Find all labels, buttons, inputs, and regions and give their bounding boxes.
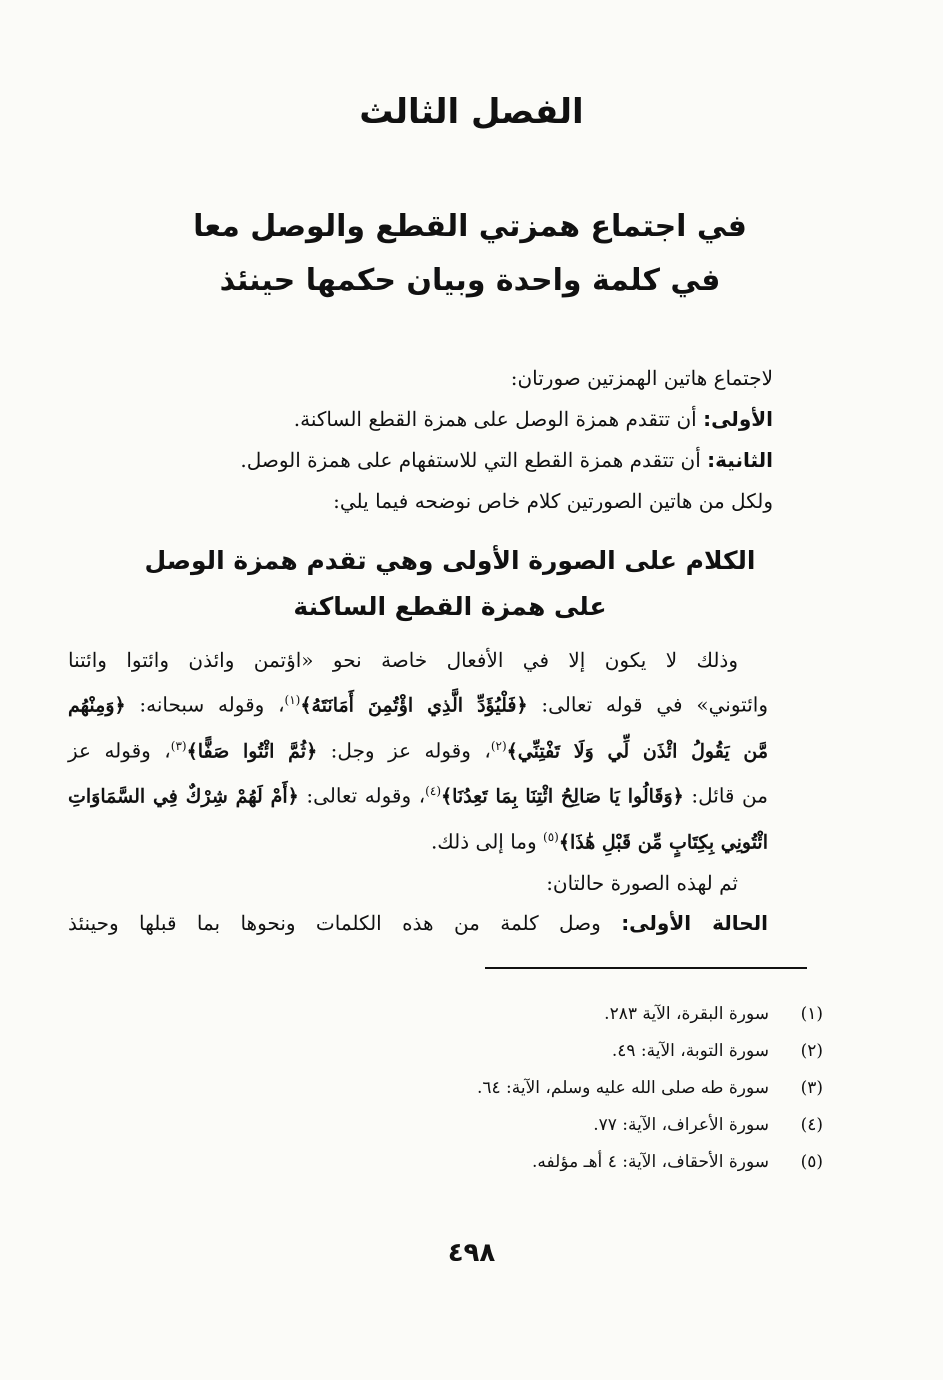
footnote-text: سورة طه صلى الله عليه وسلم، الآية: ٦٤. [476, 1078, 769, 1098]
quran-verse: ﴿فَلْيُؤَدِّ الَّذِي اؤْتُمِنَ أَمَانَتَهُ﴾ [300, 694, 528, 717]
chapter-label: الفصل الثالث [359, 92, 584, 132]
footnote-ref: (٤) [425, 784, 441, 799]
footnote-number: (٤) [800, 1115, 823, 1135]
case-label: الحالة الأولى: [621, 910, 768, 935]
paragraph-line [68, 726, 768, 772]
paragraph-text: ، وقوله عز [68, 738, 171, 763]
paragraph-text: وائتوني» في قوله تعالى: [527, 692, 768, 717]
chapter-title [120, 200, 820, 308]
section-heading-line-1: الكلام على الصورة الأولى وهي تقدم همزة الوصل [144, 546, 756, 575]
section-heading-line-2: على همزة القطع الساكنة [293, 592, 607, 621]
first-case-text: أن تتقدم همزة الوصل على همزة القطع الساكنة. [293, 407, 704, 431]
quran-verse: ﴿أَمْ لَهُمْ شِرْكٌ فِي السَّمَاوَاتِ [68, 785, 299, 808]
intro-second-case [123, 440, 773, 481]
second-case-text: أن تتقدم همزة القطع التي للاستفهام على همزة الوصل. [240, 448, 708, 472]
paragraph-text: ، وقوله عز وجل: [317, 738, 491, 763]
paragraph-line [68, 903, 768, 943]
paragraph-text: وما إلى ذلك. [430, 829, 544, 854]
intro-first-case [123, 399, 773, 440]
paragraph-text: ، وقوله تعالى: [298, 783, 426, 808]
footnote-ref: (٢) [490, 738, 507, 753]
footnote-number: (٣) [800, 1078, 823, 1098]
footnote-item [223, 1070, 823, 1107]
intro-line: لاجتماع هاتين الهمزتين صورتان: [510, 366, 773, 390]
footnote-ref: (٣) [170, 738, 187, 753]
intro-block [123, 358, 773, 522]
quran-verse: مَّن يَقُولُ ائْذَن لِّي وَلَا تَفْتِنِّي﴾ [506, 740, 768, 763]
footnote-number: (٢) [800, 1041, 823, 1061]
quran-verse: ائْتُونِي بِكِتَابٍ مِّن قَبْلِ هَٰذَا﴾ [558, 831, 768, 854]
footnote-item [223, 1107, 823, 1144]
footnote-text: سورة التوبة، الآية: ٤٩. [611, 1041, 769, 1061]
chapter-title-line-2: في كلمة واحدة وبيان حكمها حينئذ [219, 263, 721, 298]
main-paragraph [68, 640, 768, 943]
paragraph-line [68, 817, 768, 863]
paragraph-text: ، وقوله سبحانه: [125, 692, 285, 717]
section-heading [100, 538, 800, 630]
footnote-divider [485, 967, 807, 969]
paragraph-text: من قائل: [683, 783, 768, 808]
page-number: ٤٩٨ [447, 1238, 496, 1268]
footnote-number: (٥) [800, 1152, 823, 1172]
second-case-label: الثانية: [707, 448, 773, 472]
first-case-label: الأولى: [703, 407, 773, 431]
paragraph-text: وصل كلمة من هذه الكلمات ونحوها بما قبلها وحينئذ [68, 910, 622, 935]
intro-closing-line: ولكل من هاتين الصورتين كلام خاص نوضحه فيما يلي: [333, 489, 773, 513]
chapter-title-line-1: في اجتماع همزتي القطع والوصل معا [193, 209, 747, 244]
quran-verse: ﴿ثُمَّ ائْتُوا صَفًّا﴾ [186, 740, 318, 763]
footnote-text: سورة البقرة، الآية ٢٨٣. [604, 1004, 769, 1024]
footnote-text: سورة الأحقاف، الآية: ٤ أهـ مؤلفه. [532, 1152, 769, 1172]
quran-verse: ﴿وَقَالُوا يَا صَالِحُ ائْتِنَا بِمَا تَعِدُنَا﴾ [441, 785, 684, 808]
paragraph-line [68, 680, 768, 726]
footnote-number: (١) [800, 1004, 823, 1024]
paragraph-line: ثم لهذه الصورة حالتان: [546, 870, 738, 895]
footnote-text: سورة الأعراف، الآية: ٧٧. [593, 1115, 769, 1135]
footnote-ref: (١) [284, 693, 301, 707]
footnote-item [223, 996, 823, 1033]
quran-verse: ﴿وَمِنْهُم [68, 694, 126, 717]
footnote-item [223, 1033, 823, 1070]
footnote-ref: (٥) [543, 829, 559, 844]
paragraph-line: وذلك لا يكون إلا في الأفعال خاصة نحو «اؤتمن وائذن وائتوا وائتنا [68, 648, 738, 672]
footnotes [223, 996, 823, 1181]
footnote-item [223, 1144, 823, 1181]
paragraph-line [68, 771, 768, 817]
